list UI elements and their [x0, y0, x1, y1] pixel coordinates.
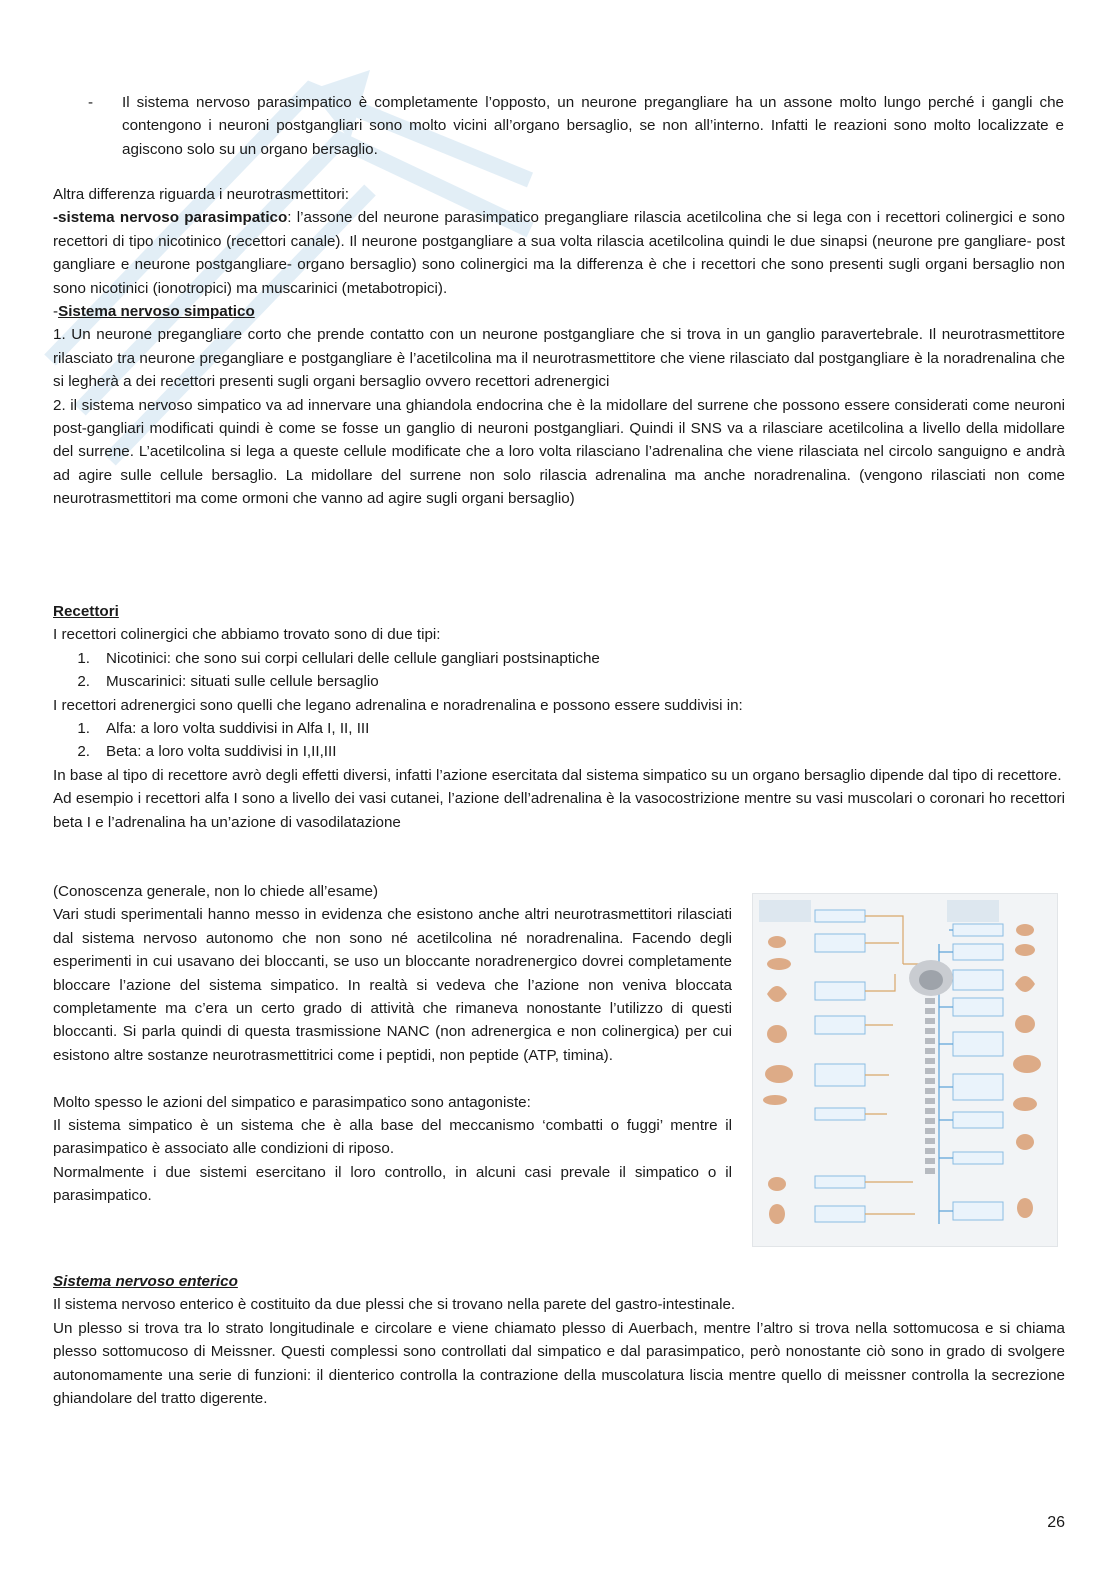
autonomic-nervous-system-figure — [752, 893, 1058, 1247]
antagonist-line-2: Il sistema simpatico è un sistema che è alla base del meccanismo ‘combatti o fuggi’ mentre il parasimpatico è associato alle condizioni di riposo. — [53, 1117, 732, 1158]
enteric-section — [53, 1270, 1065, 1410]
sympathetic-point-1: 1. Un neurone pregangliare corto che prende contatto con un neurone postgangliare che si trova in un ganglio paravertebrale. Il neurotrasmettitore rilasciato tra neurone pregangliare e postgangliare è l’acetilcolina ma il neurotrasmettitore che viene rilasciato dal postgangliare è la noradrenalina che si legherà a dei recettori presenti sugli organi bersaglio ovvero recettori adrenergici — [53, 326, 1065, 391]
nanc-paragraph: Vari studi sperimentali hanno messo in evidenza che esistono anche altri neurotrasmettitori rilasciati dal sistema nervoso autonomo che non sono né acetilcolina né noradrenalina. Facendo degli esperimenti in cui usavano dei bloccanti, se uso un bloccante noradrenergico dovrei completamente bloccare l’azione del sistema simpatico. In realtà si vedeva che l’azione non veniva bloccata completamente ma c’era un certo grado di attività che rimaneva nonostante l’utilizzo di questi bloccanti. Si parla quindi di questa trasmissione NANC (non adrenergica e non colinergica) per cui esistono altre sostanze neurotrasmettitrici come i peptidi, non peptide (ATP, timina). — [53, 906, 732, 1064]
list-text: Alfa: a loro volta suddivisi in Alfa I, II, III — [106, 720, 370, 738]
list-text: Muscarinici: situati sulle cellule bersaglio — [106, 673, 379, 691]
cholinergic-intro: I recettori colinergici che abbiamo trovato sono di due tipi: — [53, 626, 441, 644]
list-item — [53, 670, 1065, 693]
sympathetic-heading-line — [53, 300, 1065, 323]
sympathetic-point-2: 2. il sistema nervoso simpatico va ad innervare una ghiandola endocrina che è la midollare del surrene che possono essere considerati come neuroni post-gangliari modificati quindi è come se fosse un ganglio di neuroni postgangliari. Quindi il SNS va a rilasciare acetilcolina a livello della midollare del surrene. L’acetilcolina si lega a queste cellule modificate che a loro volta rilasciano l’adrenalina che viene rilasciata nel circolo sanguigno e andrà ad agire sulle cellule bersaglio. La midollare del surrene non solo rilascia adrenalina ma anche noradrenalina. (vengono rilasciati non come neurotrasmettitori ma come ormoni che vanno ad agire sugli organi bersaglio) — [53, 396, 1065, 508]
list-number: 2. — [77, 743, 90, 761]
neuro-intro: Altra differenza riguarda i neurotrasmettitori: — [53, 186, 350, 203]
list-item — [53, 717, 1065, 740]
list-number: 1. — [77, 720, 90, 738]
list-number: 2. — [77, 673, 90, 691]
sympathetic-dash: - — [53, 303, 59, 321]
antagonist-line-3: Normalmente i due sistemi esercitano il loro controllo, in alcuni casi prevale il simpatico o il parasimpatico. — [53, 1163, 732, 1205]
page-number: 26 — [1047, 1514, 1065, 1531]
enteric-heading: Sistema nervoso enterico — [53, 1273, 238, 1290]
list-text: Nicotinici: che sono sui corpi cellulari delle cellule gangliari postsinaptiche — [106, 649, 600, 667]
antagonist-line-1: Molto spesso le azioni del simpatico e parasimpatico sono antagoniste: — [53, 1093, 531, 1111]
enteric-paragraph-1: Il sistema nervoso enterico è costituito da due plessi che si trovano nella parete del gastro-intestinale. — [53, 1296, 736, 1314]
sympathetic-heading: Sistema nervoso simpatico — [58, 303, 255, 321]
nanc-section — [53, 880, 732, 1208]
receptors-heading: Recettori — [53, 603, 119, 620]
nanc-note: (Conoscenza generale, non lo chiede all’esame) — [53, 883, 379, 900]
parasympathetic-paragraph — [53, 206, 1065, 300]
receptor-effects-paragraph: In base al tipo di recettore avrò degli effetti diversi, infatti l’azione esercitata dal sistema simpatico su un organo bersaglio dipende dal tipo di recettore. — [53, 766, 1062, 784]
receptors-section — [53, 600, 1065, 834]
list-item — [53, 740, 1065, 763]
intro-bullet-text: Il sistema nervoso parasimpatico è completamente l’opposto, un neurone pregangliare ha un assone molto lungo perché i gangli che contengono i neuroni postgangliari sono molto vicini all’organo bersaglio, se non all’interno. Infatti le reazioni sono molto localizzate e agiscono solo su un organo bersaglio. — [122, 94, 1064, 158]
list-text: Beta: a loro volta suddivisi in I,II,III — [106, 743, 337, 761]
parasympathetic-heading: -sistema nervoso parasimpatico — [53, 209, 288, 227]
enteric-paragraph-2: Un plesso si trova tra lo strato longitudinale e circolare e viene chiamato plesso di Auerbach, mentre l’altro si trova nella sottomucosa e si chiama plesso sottomucoso di Meissner. Questi complessi sono controllati dal simpatico e dal parasimpatico, però nonostante ciò sono in grado di svolgere autonomamente una serie di funzioni: il dienterico controlla la contrazione della muscolatura liscia mentre quello di meissner controlla la secrezione ghiandolare del tratto digerente. — [53, 1319, 1065, 1408]
list-item — [53, 647, 1065, 670]
receptor-example-paragraph: Ad esempio i recettori alfa I sono a livello dei vasi cutanei, l’azione dell’adrenalina è la vasocostrizione mentre su vasi muscolari o coronari ho recettori beta I e l’adrenalina ha un’azione di vasodilatazione — [53, 790, 1065, 831]
autonomic-diagram-image — [753, 894, 1057, 1246]
list-number: 1. — [77, 649, 90, 667]
neurotransmitter-section — [53, 183, 1065, 511]
adrenergic-intro: I recettori adrenergici sono quelli che legano adrenalina e noradrenalina e possono essere suddivisi in: — [53, 696, 743, 714]
bullet-dash: - — [88, 94, 94, 111]
parasympathetic-text: : l’assone del neurone parasimpatico pregangliare rilascia acetilcolina che si lega con i recettori colinergici e sono recettori di tipo nicotinico (recettori canale). Il neurone postgangliare a sua volta rilascia acetilcolina quindi le due sinapsi (neurone pre gangliare- post gangliare e neurone postgangliare- organo bersaglio) sono colinergici ma la differenza è che i recettori che sono presenti sugli organi bersaglio non sono nicotinici (ionotropici) ma muscarinici (metabotropici). — [53, 209, 1065, 297]
